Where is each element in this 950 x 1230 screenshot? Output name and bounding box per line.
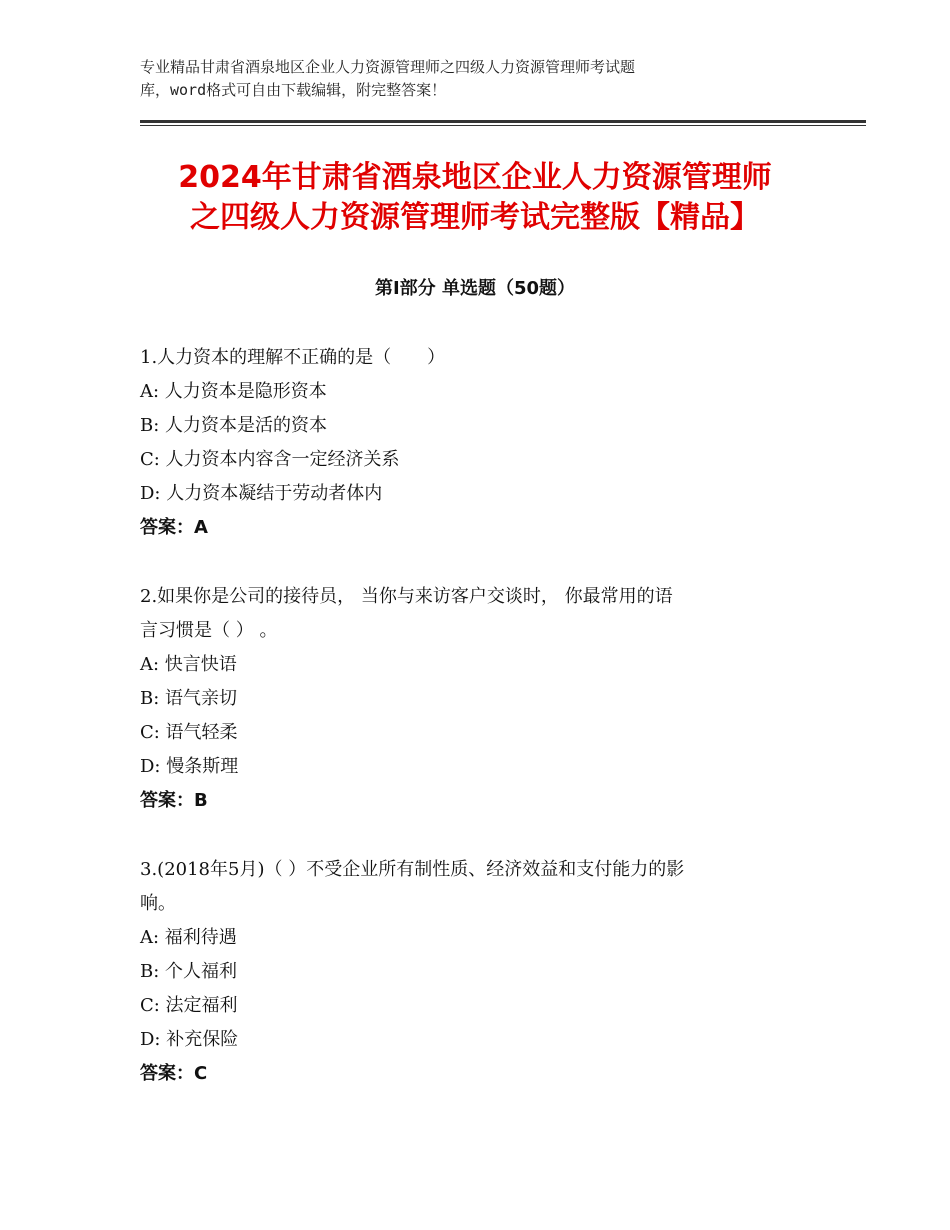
header-divider bbox=[140, 120, 866, 123]
question-block bbox=[140, 853, 820, 1091]
question-stem: 言习惯是（ ） 。 bbox=[140, 620, 278, 641]
question-block bbox=[140, 580, 820, 818]
question-stem: 响。 bbox=[140, 893, 176, 914]
option-a: A: 快言快语 bbox=[140, 654, 237, 675]
answer-label: 答案：A bbox=[140, 517, 208, 538]
option-d: D: 人力资本凝结于劳动者体内 bbox=[140, 483, 383, 504]
option-c: C: 法定福利 bbox=[140, 995, 238, 1016]
option-a: A: 福利待遇 bbox=[140, 927, 237, 948]
header-divider-thin bbox=[140, 125, 866, 126]
option-a: A: 人力资本是隐形资本 bbox=[140, 381, 327, 402]
answer-label: 答案：B bbox=[140, 790, 208, 811]
question-stem: 2.如果你是公司的接待员， 当你与来访客户交谈时， 你最常用的语 bbox=[140, 586, 673, 607]
section-title: 第Ⅰ部分 单选题（50题） bbox=[374, 278, 575, 299]
page-title-line: 之四级人力资源管理师考试完整版【精品】 bbox=[190, 200, 760, 235]
page-title-line: 2024年甘肃省酒泉地区企业人力资源管理师 bbox=[178, 160, 772, 195]
option-b: B: 个人福利 bbox=[140, 961, 238, 982]
header-note-line: 专业精品甘肃省酒泉地区企业人力资源管理师之四级人力资源管理师考试题 bbox=[140, 58, 636, 76]
header-note-line: 库，word格式可自由下载编辑，附完整答案！ bbox=[140, 81, 447, 99]
option-d: D: 慢条斯理 bbox=[140, 756, 239, 777]
question-block bbox=[140, 341, 820, 545]
page-title bbox=[60, 158, 890, 238]
question-stem: 3.(2018年5月)（ ）不受企业所有制性质、经济效益和支付能力的影 bbox=[140, 859, 685, 880]
option-b: B: 人力资本是活的资本 bbox=[140, 415, 328, 436]
option-c: C: 语气轻柔 bbox=[140, 722, 238, 743]
option-c: C: 人力资本内容含一定经济关系 bbox=[140, 449, 400, 470]
question-stem: 1.人力资本的理解不正确的是（ ） bbox=[140, 347, 446, 368]
option-b: B: 语气亲切 bbox=[140, 688, 238, 709]
header-note bbox=[140, 56, 820, 102]
option-d: D: 补充保险 bbox=[140, 1029, 239, 1050]
answer-label: 答案：C bbox=[140, 1063, 208, 1084]
